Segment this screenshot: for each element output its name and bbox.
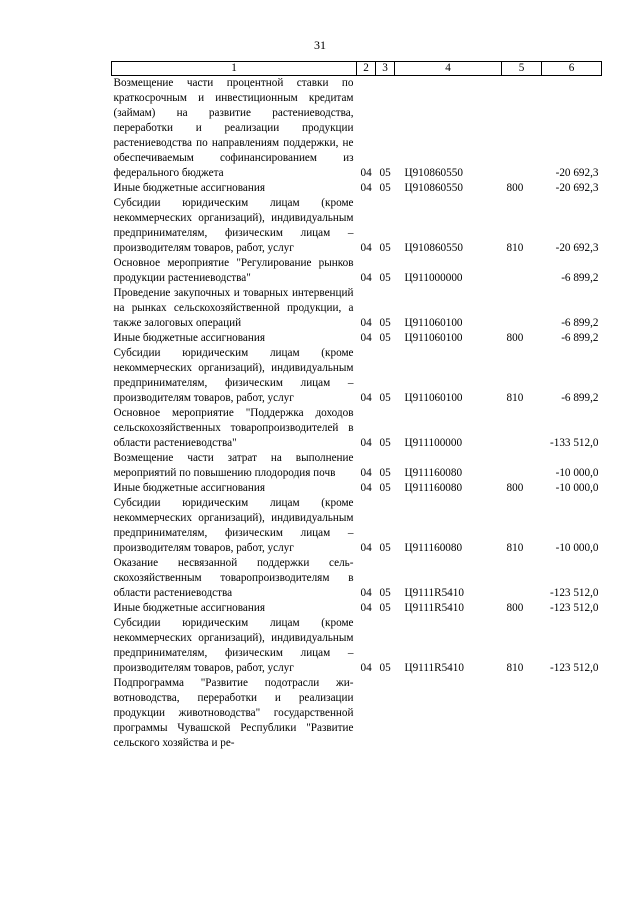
header-col-3: 3: [376, 62, 395, 76]
row-section-code: 04: [360, 182, 372, 194]
row-amount: -123 512,0: [550, 602, 599, 614]
row-expense-type: 810: [506, 242, 524, 254]
row-name: Основное мероприятие "Поддержка доходов сельскохозяйственных товаропроизводителей в области растениеводства": [113, 407, 354, 449]
row-section-code: 04: [360, 242, 372, 254]
row-target-article: Ц910860550: [404, 167, 463, 179]
row-target-article: Ц911060100: [404, 392, 463, 404]
row-amount: -20 692,3: [555, 242, 599, 254]
row-target-article: Ц910860550: [404, 242, 463, 254]
row-target-article: Ц911100000: [404, 437, 463, 449]
header-col-1: 1: [112, 62, 357, 76]
row-section-code: 04: [360, 317, 372, 329]
table-row: [112, 181, 602, 196]
row-subsection-code: 05: [379, 332, 391, 344]
table-row: [112, 346, 602, 406]
row-amount: -20 692,3: [555, 182, 599, 194]
row-expense-type: 810: [506, 662, 524, 674]
row-section-code: 04: [360, 332, 372, 344]
row-expense-type: [502, 676, 542, 751]
row-amount: -6 899,2: [561, 332, 599, 344]
row-amount: -123 512,0: [550, 587, 599, 599]
row-expense-type: 800: [506, 602, 524, 614]
row-amount: -20 692,3: [555, 167, 599, 179]
row-amount: -133 512,0: [550, 437, 599, 449]
row-amount: -6 899,2: [561, 392, 599, 404]
header-col-5: 5: [502, 62, 542, 76]
row-amount: -123 512,0: [550, 662, 599, 674]
row-section-code: 04: [360, 272, 372, 284]
row-name: Субсидии юридическим лицам (кроме некоммерческих организаций), индивидуальным предпринимателям, физическим лицам – производителям товаров, работ, услуг: [113, 497, 354, 554]
row-expense-type: 810: [506, 542, 524, 554]
header-col-6: 6: [542, 62, 602, 76]
row-name: Иные бюджетные ассигнования: [113, 332, 265, 344]
row-section-code: 04: [360, 587, 372, 599]
page-number: 31: [314, 38, 326, 52]
row-name: Субсидии юридическим лицам (кроме некоммерческих организаций), индивидуальным предпринимателям, физическим лицам – производителям товаров, работ, услуг: [113, 197, 354, 254]
row-subsection-code: 05: [379, 317, 391, 329]
row-expense-type: [502, 256, 542, 286]
table-row: [112, 556, 602, 601]
row-subsection-code: 05: [379, 482, 391, 494]
row-subsection-code: 05: [379, 437, 391, 449]
row-expense-type: 800: [506, 482, 524, 494]
row-name: Возмещение части затрат на выполнение мероприятий по повышению плодородия почв: [113, 452, 354, 479]
row-expense-type: [502, 556, 542, 601]
row-amount: -10 000,0: [555, 467, 599, 479]
row-subsection-code: 05: [379, 602, 391, 614]
row-subsection-code: 05: [379, 182, 391, 194]
row-name: Возмещение части процентной ставки по краткосрочным и инвестиционным кредитам (займам) на развитие растениеводства, переработки и реализации продукции растениеводства по направлениям поддержки, не обеспечиваемым софинансированием из федерального бюджета: [113, 77, 354, 179]
table-row: [112, 286, 602, 331]
row-expense-type: [502, 451, 542, 481]
row-subsection-code: [376, 676, 395, 751]
row-name: Проведение закупочных и товарных интервенций на рынках сельскохозяйственной продукции, а также залоговых операций: [113, 287, 354, 329]
row-subsection-code: 05: [379, 587, 391, 599]
row-expense-type: [502, 76, 542, 182]
row-subsection-code: 05: [379, 542, 391, 554]
table-row: [112, 196, 602, 256]
row-name: Субсидии юридическим лицам (кроме некоммерческих организаций), индивидуальным предпринимателям, физическим лицам – производителям товаров, работ, услуг: [113, 617, 354, 674]
row-section-code: 04: [360, 602, 372, 614]
row-subsection-code: 05: [379, 272, 391, 284]
row-target-article: Ц9111R5410: [404, 662, 464, 674]
row-subsection-code: 05: [379, 662, 391, 674]
budget-table: [111, 61, 602, 751]
table-row: [112, 256, 602, 286]
table-body: [112, 76, 602, 752]
row-target-article: Ц9111R5410: [404, 587, 464, 599]
row-target-article: Ц911060100: [404, 317, 463, 329]
row-name: Иные бюджетные ассигнования: [113, 602, 265, 614]
row-target-article: Ц9111R5410: [404, 602, 464, 614]
row-name: Оказание несвязанной поддержки сельскохозяйственным товаропроизводителям в области растениеводства: [113, 557, 354, 599]
row-expense-type: 810: [506, 392, 524, 404]
header-col-4: 4: [395, 62, 502, 76]
row-amount: -6 899,2: [561, 317, 599, 329]
row-target-article: Ц911160080: [404, 542, 463, 554]
row-amount: -6 899,2: [561, 272, 599, 284]
row-section-code: 04: [360, 482, 372, 494]
row-subsection-code: 05: [379, 392, 391, 404]
row-expense-type: 800: [506, 332, 524, 344]
table-row: [112, 616, 602, 676]
table-row: [112, 601, 602, 616]
table-row: [112, 451, 602, 481]
table-row: [112, 406, 602, 451]
table-row: [112, 481, 602, 496]
row-section-code: 04: [360, 392, 372, 404]
row-expense-type: 800: [506, 182, 524, 194]
row-expense-type: [502, 286, 542, 331]
table-header: [112, 62, 602, 76]
row-section-code: 04: [360, 662, 372, 674]
row-name: Субсидии юридическим лицам (кроме некоммерческих организаций), индивидуальным предпринимателям, физическим лицам – производителям товаров, работ, услуг: [113, 347, 354, 404]
row-name: Иные бюджетные ассигнования: [113, 182, 265, 194]
row-name: Иные бюджетные ассигнования: [113, 482, 265, 494]
row-amount: -10 000,0: [555, 482, 599, 494]
header-row: [112, 62, 602, 76]
table-row: [112, 76, 602, 182]
header-col-2: 2: [357, 62, 376, 76]
row-subsection-code: 05: [379, 467, 391, 479]
row-section-code: 04: [360, 437, 372, 449]
row-target-article: Ц911160080: [404, 482, 463, 494]
row-name: Подпрограмма "Развитие подотрасли животноводства, переработки и реализации продукции животноводства" государственной программы Чувашской Республики "Развитие сельского хозяйства и ре-: [113, 677, 354, 749]
row-target-article: Ц911000000: [404, 272, 463, 284]
row-section-code: 04: [360, 167, 372, 179]
table-row: [112, 496, 602, 556]
row-target-article: Ц911060100: [404, 332, 463, 344]
row-subsection-code: 05: [379, 242, 391, 254]
row-target-article: Ц911160080: [404, 467, 463, 479]
table-row: [112, 676, 602, 751]
row-section-code: [357, 676, 376, 751]
row-amount: [542, 676, 602, 751]
row-expense-type: [502, 406, 542, 451]
row-target-article: Ц910860550: [404, 182, 463, 194]
row-target-article: [395, 676, 502, 751]
table-row: [112, 331, 602, 346]
row-name: Основное мероприятие "Регулирование рынков продукции растениеводства": [113, 257, 354, 284]
row-section-code: 04: [360, 542, 372, 554]
row-amount: -10 000,0: [555, 542, 599, 554]
row-section-code: 04: [360, 467, 372, 479]
row-subsection-code: 05: [379, 167, 391, 179]
